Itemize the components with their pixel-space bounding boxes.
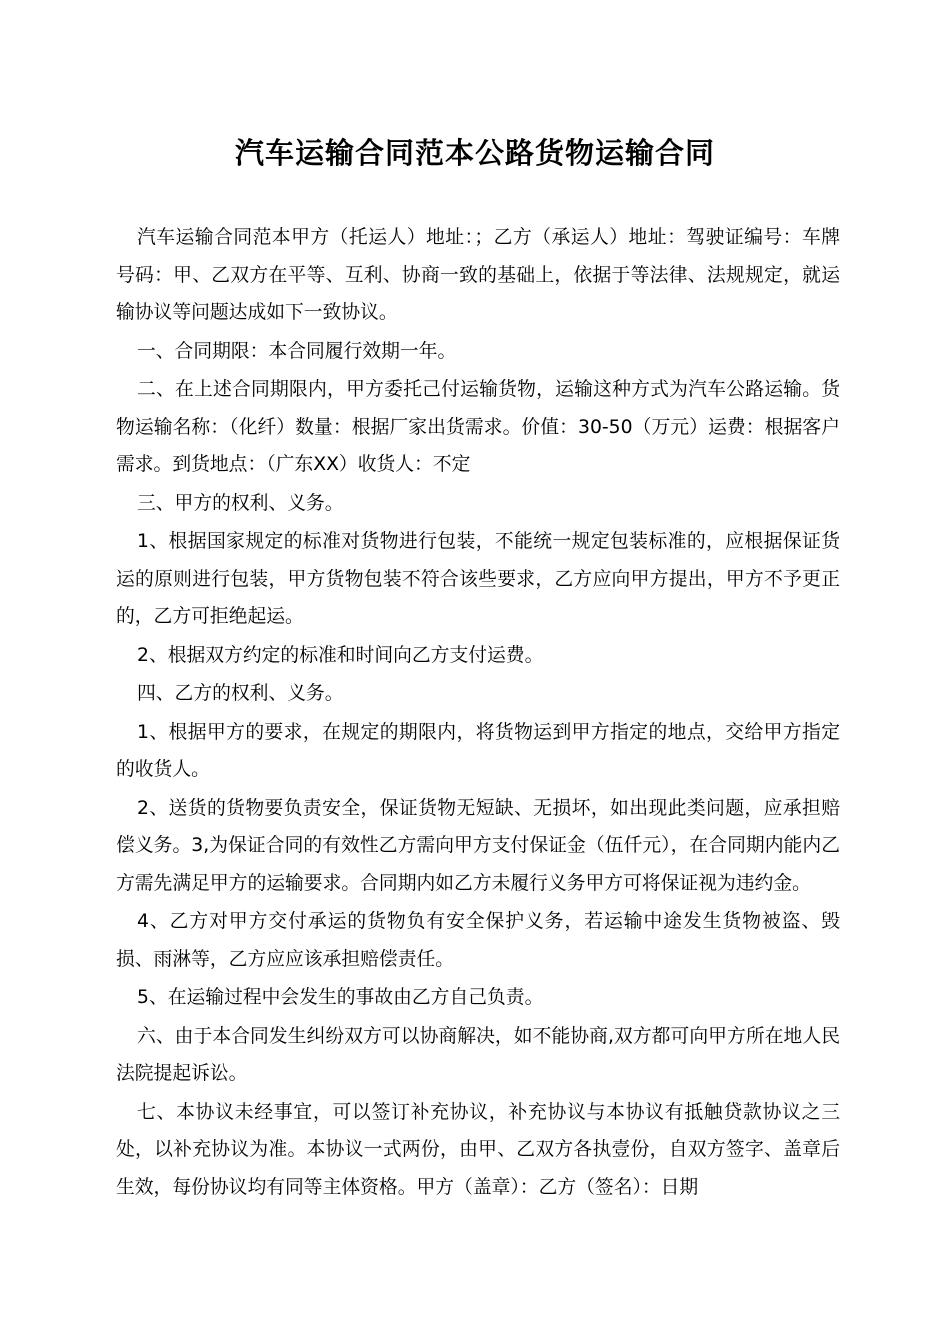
paragraph-section-4-heading: 四、乙方的权利、义务。: [137, 683, 344, 704]
document-title: 汽车运输合同范本公路货物运输合同: [234, 136, 715, 170]
document-body: [116, 219, 840, 1207]
paragraph-intro: 汽车运输合同范本甲方（托运人）地址：；乙方（承运人）地址：驾驶证编号：车牌号码：甲、乙双方在平等、互利、协商一致的基础上，依据于等法律、法规规定，就运输协议等问题达成如下一致协议。: [116, 227, 840, 323]
paragraph-party-b-item-4: 4、乙方对甲方交付承运的货物负有安全保护义务，若运输中途发生货物被盗、毁损、雨淋等，乙方应应该承担赔偿责任。: [116, 911, 840, 970]
paragraph-party-b-item-2: 2、送货的货物要负责安全，保证货物无短缺、无损坏，如出现此类问题，应承担赔偿义务。3,为保证合同的有效性乙方需向甲方支付保证金（伍仟元），在合同期内能内乙方需先满足甲方的运输要求。合同期内如乙方未履行义务甲方可将保证视为违约金。: [116, 797, 840, 894]
paragraph-section-7-supplement: 七、本协议未经事宜，可以签订补充协议，补充协议与本协议有抵触贷款协议之三处，以补充协议为准。本协议一式两份，由甲、乙双方各执壹份，自双方签字、盖章后生效，每份协议均有同等主体资格。甲方（盖章）：乙方（签名）：日期: [116, 1101, 840, 1198]
paragraph-party-a-item-1: 1、根据国家规定的标准对货物进行包装，不能统一规定包装标准的，应根据保证货运的原则进行包装，甲方货物包装不符合该些要求，乙方应向甲方提出，甲方不予更正的，乙方可拒绝起运。: [116, 531, 840, 627]
paragraph-section-1-term: 一、合同期限：本合同履行效期一年。: [137, 340, 457, 362]
paragraph-section-3-heading: 三、甲方的权利、义务。: [137, 492, 344, 514]
paragraph-party-b-item-1: 1、根据甲方的要求，在规定的期限内，将货物运到甲方指定的地点，交给甲方指定的收货人。: [116, 721, 840, 780]
paragraph-party-b-item-5: 5、在运输过程中会发生的事故由乙方自己负责。: [137, 987, 544, 1008]
paragraph-section-6-disputes: 六、由于本合同发生纠纷双方可以协商解决，如不能协商,双方都可向甲方所在地人民法院提起诉讼。: [116, 1025, 840, 1084]
paragraph-section-2-goods: 二、在上述合同期限内，甲方委托己付运输货物，运输这种方式为汽车公路运输。货物运输名称：（化纤）数量：根据厂家出货需求。价值：30-50（万元）运费：根据客户需求。到货地点：（广东XX）收货人：不定: [116, 379, 840, 475]
paragraph-party-a-item-2: 2、根据双方约定的标准和时间向乙方支付运费。: [137, 644, 544, 666]
